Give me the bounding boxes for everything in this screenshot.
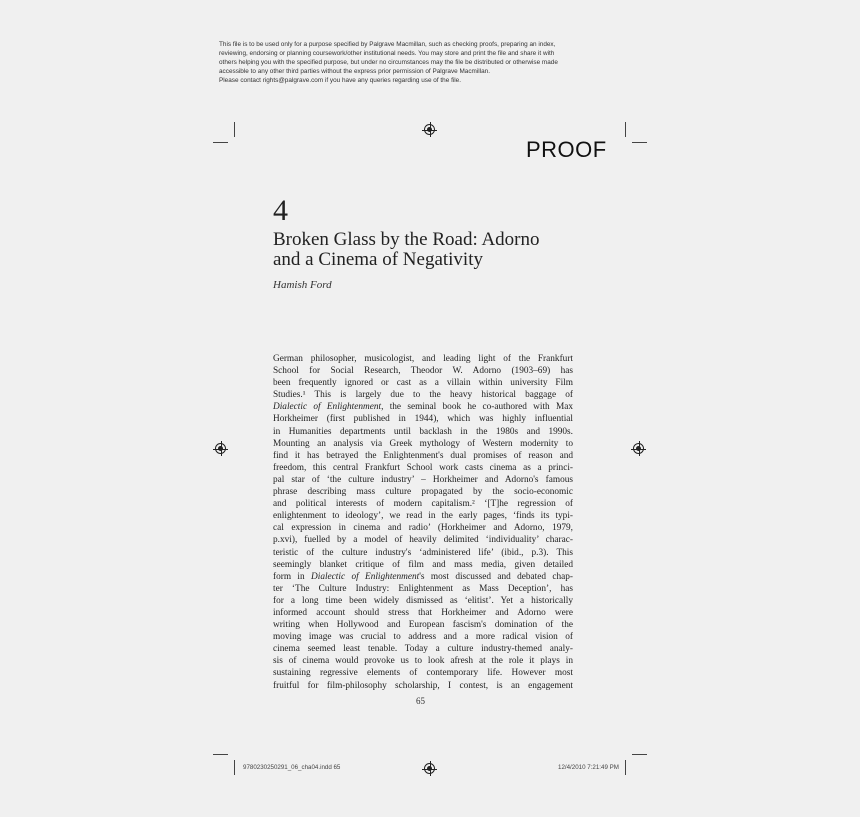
body-line: freedom, this central Frankfurt School work casts cinema as a princi-: [273, 462, 573, 473]
slug-file: 9780230250291_06_cha04.indd 65: [243, 764, 341, 771]
crop-mark: [234, 760, 235, 775]
crop-mark: [213, 754, 228, 755]
body-line: teristic of the culture industry's ‘administered life’ (ibid., p.3). This: [273, 547, 573, 558]
slug-timestamp: 12/4/2010 7:21:49 PM: [558, 764, 619, 771]
notice-line: others helping you with the specified purpose, but under no circumstances may the file be distributed or otherwise made: [219, 59, 558, 67]
body-text: [273, 353, 573, 692]
body-line: find it has betrayed the Enlightenment's dual promises of reason and: [273, 450, 573, 461]
copyright-notice: [219, 40, 649, 85]
book-title: Dialectic of Enlightenment: [273, 402, 382, 413]
body-line: p.xvi), fuelled by a model of heavily delimited ‘individuality’ charac-: [273, 535, 573, 546]
body-line: Horkheimer (first published in 1944), which was highly influential: [273, 414, 573, 425]
crop-mark: [632, 142, 647, 143]
registration-target-icon: [424, 124, 435, 135]
chapter-title-line: and a Cinema of Negativity: [273, 249, 483, 270]
body-line: seemingly blanket critique of film and mass media, given detailed: [273, 559, 573, 570]
body-line: moving image was crucial to address and a more radical vision of: [273, 632, 573, 643]
proof-stamp: PROOF: [526, 137, 607, 162]
body-line: Dialectic of Enlightenment, the seminal book he co-authored with Max: [273, 402, 573, 413]
body-line: ter ‘The Culture Industry: Enlightenment as Mass Deception’, has: [273, 583, 573, 594]
body-line: and political interests of modern capitalism.² ‘[T]he regression of: [273, 499, 573, 510]
registration-target-icon: [215, 443, 226, 454]
chapter-title-line: Broken Glass by the Road: Adorno: [273, 229, 540, 250]
body-line: sustaining regressive elements of contemporary life. However most: [273, 668, 573, 679]
body-line: Mounting an analysis via Greek mythology of Western modernity to: [273, 438, 573, 449]
body-line: Studies.¹ This is largely due to the heavy historical baggage of: [273, 390, 573, 401]
notice-line: This file is to be used only for a purpose specified by Palgrave Macmillan, such as checking proofs, preparing an index,: [219, 41, 556, 48]
crop-mark: [632, 754, 647, 755]
book-title: Dialectic of Enlightenment: [311, 571, 420, 582]
body-line: been frequently ignored or cast as a villain within university Film: [273, 378, 573, 389]
chapter-number: 4: [273, 194, 288, 227]
chapter-title: [273, 230, 593, 270]
crop-mark: [213, 142, 228, 143]
registration-target-icon: [424, 763, 435, 774]
body-line: form in Dialectic of Enlightenment's most discussed and debated chap-: [273, 571, 573, 582]
crop-mark: [625, 760, 626, 775]
body-line: informed account should stress that Horkheimer and Adorno were: [273, 607, 573, 618]
body-line: sis of cinema would provoke us to look afresh at the role it plays in: [273, 656, 573, 667]
notice-line: accessible to any other third parties without the express prior permission of Palgrave Macmillan.: [219, 68, 491, 76]
crop-mark: [625, 122, 626, 137]
registration-target-icon: [633, 443, 644, 454]
body-line: cal expression in cinema and radio’ (Horkheimer and Adorno, 1979,: [273, 523, 573, 534]
body-line: pal star of ‘the culture industry’ – Horkheimer and Adorno's famous: [273, 474, 573, 485]
body-line: phrase describing mass culture propagated by the socio-economic: [273, 487, 573, 498]
body-line: cinema seemed least tenable. Today a culture industry-themed analy-: [273, 644, 573, 655]
page-number: 65: [416, 696, 425, 706]
body-line: for a long time been widely dismissed as ‘elitist’. Yet a historically: [273, 595, 573, 606]
body-line: fruitful for film-philosophy scholarship, I contest, is an engagement: [273, 680, 573, 691]
crop-mark: [234, 122, 235, 137]
body-line: in Humanities departments until backlash in the 1980s and 1990s.: [273, 426, 573, 437]
body-line: writing when Hollywood and European fascism's domination of the: [273, 620, 573, 631]
notice-line: Please contact rights@palgrave.com if you have any queries regarding use of the file.: [219, 77, 462, 85]
body-line: enlightenment to ideology’, we read in the early pages, ‘finds its typi-: [273, 511, 573, 522]
notice-line: reviewing, endorsing or planning coursework/other institutional needs. You may store and print the file and share it with: [219, 50, 555, 58]
chapter-author: Hamish Ford: [273, 279, 332, 291]
body-line: School for Social Research, Theodor W. Adorno (1903–69) has: [273, 366, 573, 377]
body-line: German philosopher, musicologist, and leading light of the Frankfurt: [273, 354, 573, 364]
